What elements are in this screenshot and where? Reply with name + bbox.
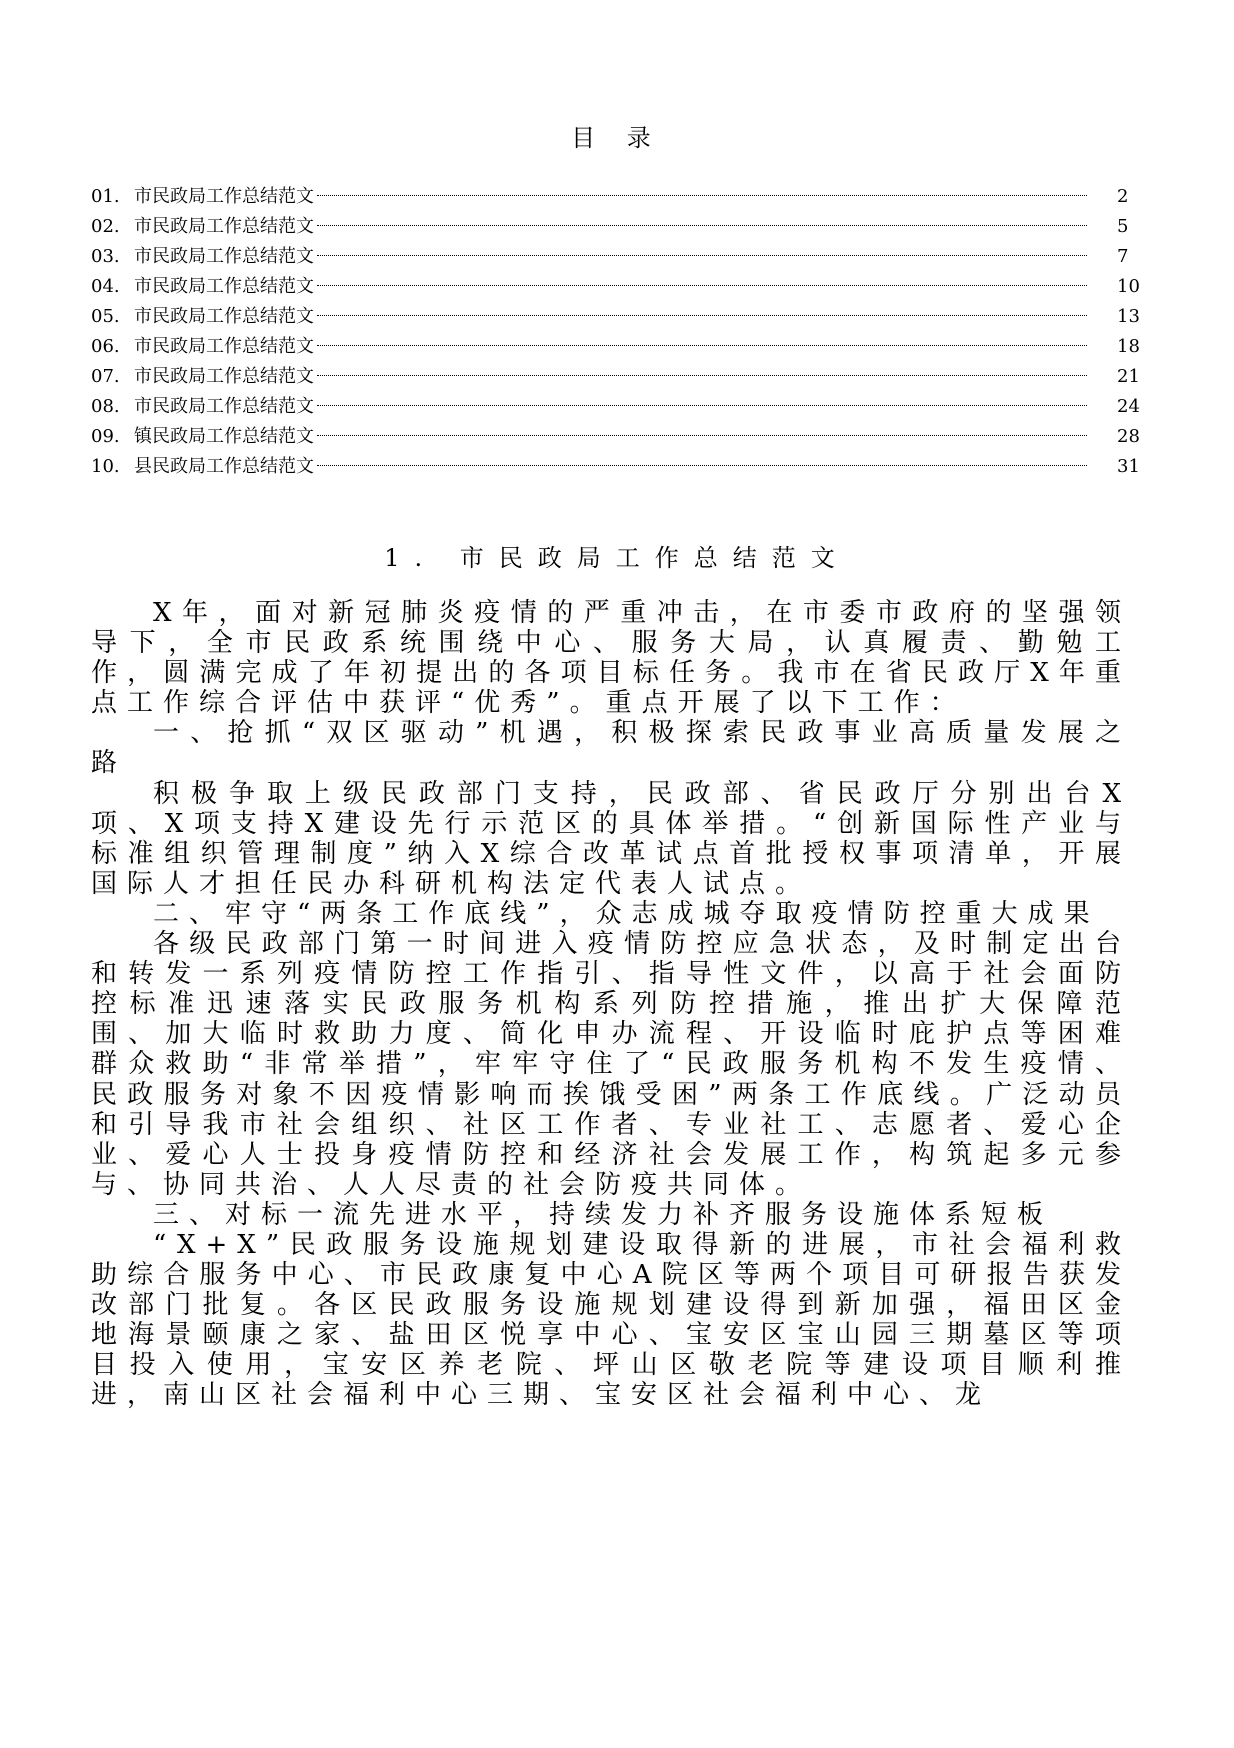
toc-entry-number: 07. [91,366,120,387]
toc-entry-06[interactable] [91,332,1157,362]
section-body [91,598,1131,1411]
body-paragraph: X年，面对新冠肺炎疫情的严重冲击，在市委市政府的坚强领导下，全市民政系统围绕中心、服务大局，认真履责、勤勉工作，圆满完成了年初提出的各项目标任务。我市在省民政厅X年重点工作综合评估中获评“优秀”。重点开展了以下工作： [91,598,1131,719]
toc-entry-title: 市民政局工作总结范文 [134,396,314,417]
toc-entry-03[interactable] [91,242,1157,272]
toc-entry-title: 县民政局工作总结范文 [134,456,314,477]
toc-entry-title: 镇民政局工作总结范文 [134,426,314,447]
toc-entry-number: 02. [91,216,120,237]
toc-entry-title: 市民政局工作总结范文 [134,336,314,357]
toc-leader-dots [317,435,1087,436]
toc-leader-dots [317,375,1087,376]
toc-leader-dots [317,405,1087,406]
toc-entry-02[interactable] [91,212,1157,242]
toc-entry-05[interactable] [91,302,1157,332]
body-paragraph: 各级民政部门第一时间进入疫情防控应急状态，及时制定出台和转发一系列疫情防控工作指引、指导性文件，以高于社会面防控标准迅速落实民政服务机构系列防控措施，推出扩大保障范围、加大临时救助力度、简化申办流程、开设临时庇护点等困难群众救助“非常举措”，牢牢守住了“民政服务机构不发生疫情、民政服务对象不因疫情影响而挨饿受困”两条工作底线。广泛动员和引导我市社会组织、社区工作者、专业社工、志愿者、爱心企业、爱心人士投身疫情防控和经济社会发展工作，构筑起多元参与、协同共治、人人尽责的社会防疫共同体。 [91,929,1131,1200]
toc-leader-dots [317,225,1087,226]
toc-leader-dots [317,345,1087,346]
section-title: 1. 市民政局工作总结范文 [384,544,850,572]
toc-entry-number: 05. [91,306,120,327]
toc-entry-page: 13 [1117,306,1140,327]
toc-entry-title: 市民政局工作总结范文 [134,366,314,387]
section-heading: 一、抢抓“双区驱动”机遇，积极探索民政事业高质量发展之路 [91,718,1131,779]
body-paragraph: 积极争取上级民政部门支持，民政部、省民政厅分别出台X项、X项支持X建设先行示范区的具体举措。“创新国际性产业与标准组织管理制度”纳入X综合改革试点首批授权事项清单，开展国际人才担任民办科研机构法定代表人试点。 [91,778,1131,899]
toc-entry-01[interactable] [91,182,1157,212]
table-of-contents [91,182,1157,482]
toc-entry-page: 24 [1117,396,1140,417]
toc-leader-dots [317,255,1087,256]
toc-entry-page: 28 [1117,426,1140,447]
toc-entry-number: 10. [91,456,120,477]
toc-entry-08[interactable] [91,392,1157,422]
toc-entry-number: 08. [91,396,120,417]
toc-entry-page: 2 [1117,186,1129,207]
toc-entry-number: 09. [91,426,120,447]
toc-entry-title: 市民政局工作总结范文 [134,306,314,327]
toc-title: 目 录 [571,124,663,152]
toc-entry-page: 7 [1117,246,1129,267]
toc-entry-title: 市民政局工作总结范文 [134,276,314,297]
toc-entry-page: 10 [1117,276,1140,297]
toc-entry-title: 市民政局工作总结范文 [134,186,314,207]
toc-entry-10[interactable] [91,452,1157,482]
toc-leader-dots [317,195,1087,196]
toc-entry-09[interactable] [91,422,1157,452]
toc-entry-07[interactable] [91,362,1157,392]
section-heading: 二、牢守“两条工作底线”，众志成城夺取疫情防控重大成果 [153,898,1100,929]
toc-leader-dots [317,465,1087,466]
toc-entry-number: 01. [91,186,120,207]
toc-leader-dots [317,315,1087,316]
toc-entry-page: 31 [1117,456,1140,477]
toc-entry-title: 市民政局工作总结范文 [134,246,314,267]
toc-entry-title: 市民政局工作总结范文 [134,216,314,237]
toc-entry-page: 5 [1117,216,1129,237]
section-heading: 三、对标一流先进水平，持续发力补齐服务设施体系短板 [153,1199,1054,1230]
toc-entry-page: 18 [1117,336,1140,357]
toc-entry-page: 21 [1117,366,1140,387]
toc-leader-dots [317,285,1087,286]
toc-entry-number: 06. [91,336,120,357]
body-paragraph: “X+X”民政服务设施规划建设取得新的进展，市社会福利救助综合服务中心、市民政康复中心A院区等两个项目可研报告获发改部门批复。各区民政服务设施规划建设得到新加强，福田区金地海景颐康之家、盐田区悦享中心、宝安区宝山园三期墓区等项目投入使用，宝安区养老院、坪山区敬老院等建设项目顺利推进，南山区社会福利中心三期、宝安区社会福利中心、龙 [91,1229,1131,1411]
toc-entry-number: 04. [91,276,120,297]
toc-entry-04[interactable] [91,272,1157,302]
toc-entry-number: 03. [91,246,120,267]
